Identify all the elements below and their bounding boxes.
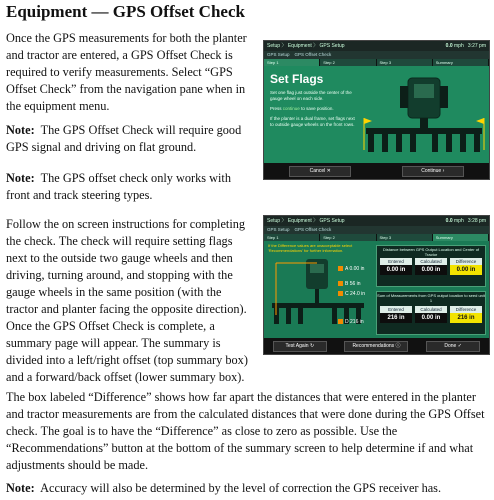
difference-box: Difference 0.00 in (450, 258, 482, 275)
step-bar (264, 59, 489, 66)
step-2: Step 2 (320, 234, 376, 241)
step-1: Step 1 (264, 234, 320, 241)
segment-marker-icon (338, 291, 343, 296)
note-accuracy (6, 480, 490, 497)
step-bar (264, 234, 489, 241)
instructions-paragraph: Follow the on screen instructions for completing the check. The check will require setting flags next to the outside two gauge wheels and then driving, turning around, and stopping with the gauge wheels in the same position (with the tractor and planter facing the opposite direction). Once the GPS Offset Check is complete, a summary page will appear. The summary is divided into a left/right offset (top summary box) and a forward/back offset (lower summary box). (6, 217, 248, 384)
breadcrumb: Setup 〉 Equipment 〉 GPS Setup (267, 218, 345, 224)
step-2: Step 2 (320, 59, 376, 66)
forward-back-offset-summary (376, 291, 486, 335)
breadcrumb: Setup 〉 Equipment 〉 GPS Setup (267, 43, 345, 49)
note-label: Note: (6, 123, 35, 137)
tab-gps-setup[interactable]: GPS Setup (267, 227, 290, 232)
screen-header (264, 41, 489, 51)
calculated-box: Calculated 0.00 in (415, 258, 447, 275)
note-text: Accuracy will also be determined by the level of correction the GPS receiver has. (40, 481, 442, 495)
step-3: Step 3 (377, 59, 433, 66)
segment-marker-icon (338, 319, 343, 324)
note-text: The GPS offset check only works with front and track steering types. (6, 171, 231, 202)
flag-icon (476, 118, 484, 124)
step-1: Step 1 (264, 59, 320, 66)
intro-paragraph: Once the GPS measurements for both the planter and tractor are entered, a GPS Offset Check is required to verify measurements. Select “GPS Offset Check” from the navigation pane when in the equipment menu. (6, 31, 247, 113)
flag-icon (364, 118, 372, 124)
step-summary: Summary (433, 234, 489, 241)
note-gps-signal (6, 122, 252, 156)
note-steering (6, 170, 252, 204)
refresh-icon: ↻ (309, 342, 315, 349)
done-button[interactable]: Done ✓ (426, 341, 480, 352)
summary-screenshot (263, 215, 490, 355)
note-label: Note: (6, 481, 35, 495)
tab-row (264, 226, 489, 234)
set-flags-screenshot (263, 40, 490, 180)
screen-footer (264, 338, 489, 354)
segment-marker-icon (338, 281, 343, 286)
step-3: Step 3 (377, 234, 433, 241)
continue-button[interactable]: Continue › (402, 166, 464, 177)
cancel-button[interactable]: Cancel ✕ (289, 166, 351, 177)
speed-readout: 0.0 (445, 43, 453, 49)
note-label: Note: (6, 171, 35, 185)
screen-body (264, 241, 489, 338)
note-text: The GPS Offset Check will require good GPS signal and driving on flat ground. (6, 123, 242, 154)
left-right-offset-summary (376, 245, 486, 287)
entered-box: Entered 0.00 in (380, 258, 412, 275)
close-icon: ✕ (326, 167, 331, 174)
speed-unit: mph (454, 218, 464, 224)
speed-unit: mph (454, 43, 464, 49)
page-title: Equipment — GPS Offset Check (6, 2, 245, 21)
tab-row (264, 51, 489, 59)
tab-gps-offset-check[interactable]: GPS Offset Check (294, 52, 332, 57)
calculated-box: Calculated 0.00 in (415, 306, 447, 323)
check-icon: ✓ (457, 342, 462, 349)
info-icon: ⓘ (395, 342, 401, 349)
speed-readout: 0.0 (445, 218, 453, 224)
segment-d: D 216 in (338, 319, 364, 325)
segment-b: B 56 in (338, 281, 361, 287)
segment-marker-icon (338, 266, 343, 271)
entered-box: Entered 216 in (380, 306, 412, 323)
instruction-line: Set one flag just outside the center of the gauge wheel on each side. (270, 90, 352, 101)
warning-text: If the Difference values are unacceptable select 'Recommendations' for further information. (268, 243, 353, 253)
clock: 3:28 pm (467, 218, 486, 224)
recommendations-button[interactable]: Recommendations ⓘ (344, 341, 408, 352)
tractor-planter-illustration (362, 68, 486, 162)
difference-box: Difference 216 in (450, 306, 482, 323)
clock: 3:27 pm (467, 43, 486, 49)
segment-a: A 0.00 in (338, 266, 364, 272)
arrow-right-icon: › (442, 167, 445, 174)
box-title: Sum of Measurements from GPS output location to seed unit 1 (377, 293, 485, 303)
segment-c: C 24.0 in (338, 291, 365, 297)
box-title: Distance between GPS Output Location and Center of Tractor (382, 247, 480, 257)
instruction-line: Press continue to save position. (270, 106, 334, 111)
tab-gps-offset-check[interactable]: GPS Offset Check (294, 227, 332, 232)
set-flags-heading: Set Flags (270, 72, 324, 86)
instruction-line: If the planter is a dual frame, set flags next to outside gauge wheels on the front rows. (270, 116, 355, 127)
tab-gps-setup[interactable]: GPS Setup (267, 52, 290, 57)
difference-paragraph: The box labeled “Difference” shows how far apart the distances that were entered in the planter and tractor measurements are from the calculated distances that were done during the GPS Offset check. The goal is to have the “Difference” as close to zero as possible. Use the “Recommendations” button at the bottom of the summary screen to help determine if and what adjustments should be made. (6, 390, 485, 472)
screen-header (264, 216, 489, 226)
test-again-button[interactable]: Test Again ↻ (273, 341, 327, 352)
screen-footer (264, 163, 489, 179)
step-summary: Summary (433, 59, 489, 66)
screen-body (264, 66, 489, 163)
